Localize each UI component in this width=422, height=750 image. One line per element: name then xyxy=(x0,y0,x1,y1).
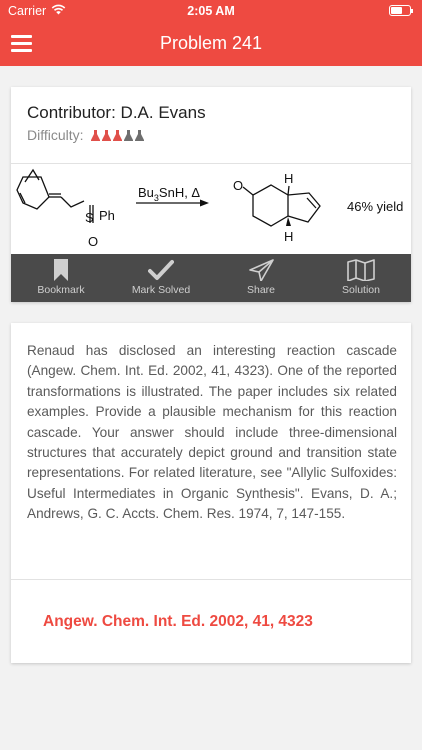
sulfur-label: S xyxy=(85,210,94,225)
flask-icon-filled xyxy=(113,130,122,141)
map-icon xyxy=(347,259,375,281)
share-label: Share xyxy=(246,284,276,296)
status-bar xyxy=(0,0,422,22)
problem-card xyxy=(11,87,411,302)
difficulty-row xyxy=(27,127,146,144)
divider xyxy=(11,579,411,580)
action-toolbar xyxy=(11,254,411,302)
flask-icon-filled xyxy=(102,130,111,141)
reaction-arrow xyxy=(136,200,209,207)
checkmark-icon xyxy=(148,259,174,281)
sulfoxide-oxygen-label: O xyxy=(88,234,99,249)
bookmark-icon xyxy=(51,259,71,281)
page-title: Problem 241 xyxy=(159,33,263,53)
paper-plane-icon xyxy=(248,259,274,281)
solution-label: Solution xyxy=(342,284,380,296)
reagent-suffix: SnH, Δ xyxy=(158,185,201,200)
flask-icon-empty xyxy=(135,130,144,141)
solution-button[interactable] xyxy=(311,254,411,302)
problem-description: Renaud has disclosed an interesting reaction cascade (Angew. Chem. Int. Ed. 2002, 41, 4323). One of the reported transformations is illustrated. The paper includes six related examples. Provide a plausible mechanism for this reaction cascade. Your answer should include three-dimensional structures that accurately depict ground and transition state representations. For related literature, see "Allylic Sulfoxides: Useful Intermediates in Organic Synthesis". Evans, D. A.; Andrews, G. C. Accts. Chem. Res. 1974, 7, 147-155. xyxy=(27,343,397,522)
mark-solved-label: Mark Solved xyxy=(131,284,191,296)
share-button[interactable] xyxy=(211,254,311,302)
clock: 2:05 AM xyxy=(187,4,235,18)
bookmark-button[interactable] xyxy=(11,254,111,302)
reagent-label xyxy=(138,185,200,203)
ketone-oxygen-label: O xyxy=(233,178,244,193)
product-structure xyxy=(243,185,320,226)
reagent-subscript: 3 xyxy=(153,193,159,203)
carrier-label: Carrier xyxy=(8,4,47,18)
phenyl-label: Ph xyxy=(99,208,115,223)
flask-icon-empty xyxy=(124,130,133,141)
product-stereo-bonds xyxy=(286,217,291,226)
bookmark-label: Bookmark xyxy=(37,284,85,296)
yield-label: 46% yield xyxy=(347,199,404,214)
contributor-label: Contributor: D.A. Evans xyxy=(27,103,206,122)
reaction-scheme xyxy=(11,164,411,254)
hydrogen-bottom-label: H xyxy=(284,229,294,244)
nav-bar xyxy=(0,22,422,66)
mark-solved-button[interactable] xyxy=(111,254,211,302)
description-card xyxy=(11,323,411,663)
reference-link[interactable]: Angew. Chem. Int. Ed. 2002, 41, 4323 xyxy=(43,613,313,630)
starting-material-structure xyxy=(17,170,93,223)
hydrogen-top-label: H xyxy=(284,171,294,186)
difficulty-rating xyxy=(91,128,146,144)
reagent-prefix: Bu xyxy=(138,185,154,200)
difficulty-label: Difficulty: xyxy=(27,127,84,143)
battery-icon xyxy=(389,5,411,16)
flask-icon-filled xyxy=(91,130,100,141)
